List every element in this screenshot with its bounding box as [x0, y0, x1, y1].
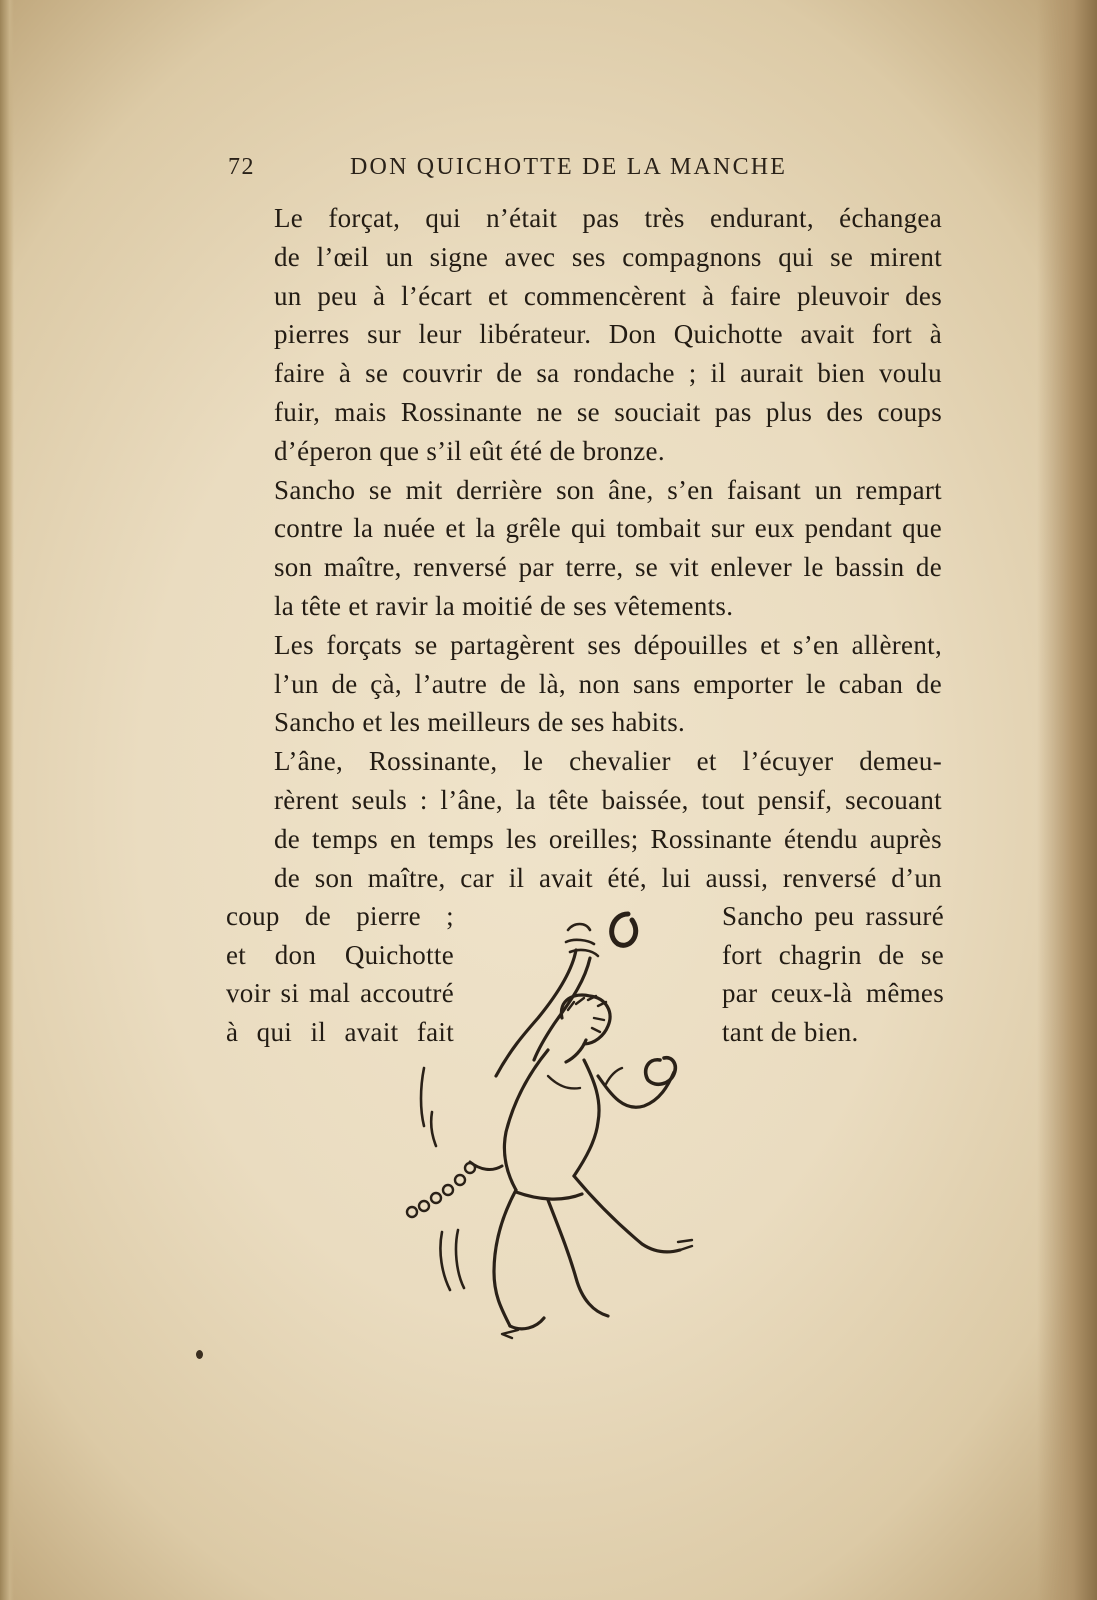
body-text — [226, 199, 944, 1047]
text-line: la tête et ravir la moitié de ses vêtements. — [274, 590, 734, 621]
wrap-right-line: tant de bien. — [722, 1017, 859, 1047]
wrap-right-line: Sancho peu rassuré — [722, 901, 944, 931]
text-line: fuir, mais Rossinante ne se souciait pas plus des coups — [274, 396, 942, 427]
wrap-left-line: voir si mal accoutré — [226, 978, 454, 1008]
text-line: de l’œil un signe avec ses compagnons qui se mirent — [274, 241, 942, 272]
text-line: Le forçat, qui n’était pas très endurant, échangea — [274, 203, 942, 233]
wrap-left-line: et don Quichotte — [226, 940, 454, 970]
text-line: de son maître, car il avait été, lui aussi, renversé d’un — [274, 862, 942, 893]
text-line: l’un de çà, l’autre de là, non sans emporter le caban de — [274, 668, 942, 699]
wrap-left-line: à qui il avait fait — [226, 1017, 454, 1047]
wrap-right-line: par ceux-là mêmes — [722, 978, 944, 1008]
running-title: DON QUICHOTTE DE LA MANCHE — [350, 154, 788, 180]
convict-illustration — [398, 900, 698, 1350]
wrap-left-line: coup de pierre ; — [226, 901, 454, 931]
page-number: 72 — [228, 154, 255, 180]
paragraph — [226, 742, 942, 897]
text-line: Sancho se mit derrière son âne, s’en faisant un rempart — [274, 474, 942, 505]
paragraph — [226, 199, 942, 471]
text-line: un peu à l’écart et commencèrent à faire pleuvoir des — [274, 280, 942, 311]
text-line: L’âne, Rossinante, le chevalier et l’écuyer demeu- — [274, 746, 942, 777]
text-line: faire à se couvrir de sa rondache ; il aurait bien voulu — [274, 358, 942, 389]
text-line: d’éperon que s’il eût été de bronze. — [274, 435, 665, 466]
ink-spot — [196, 1350, 203, 1359]
page-header — [228, 150, 848, 190]
page-edge-right — [1037, 0, 1097, 1600]
text-line: Les forçats se partagèrent ses dépouilles et s’en allèrent, — [274, 629, 942, 660]
text-line: son maître, renversé par terre, se vit enlever le bassin de — [274, 552, 942, 583]
text-line: pierres sur leur libérateur. Don Quichotte avait fort à — [274, 319, 942, 350]
paragraph — [226, 471, 942, 626]
page-edge-left — [0, 0, 14, 1600]
paragraph — [226, 626, 942, 742]
text-line: contre la nuée et la grêle qui tombait sur eux pendant que — [274, 513, 942, 544]
text-line: de temps en temps les oreilles; Rossinante étendu auprès — [274, 823, 942, 854]
text-line: rèrent seuls : l’âne, la tête baissée, tout pensif, secouant — [274, 784, 942, 815]
text-line: Sancho et les meilleurs de ses habits. — [274, 707, 686, 738]
wrap-right-line: fort chagrin de se — [722, 940, 944, 970]
